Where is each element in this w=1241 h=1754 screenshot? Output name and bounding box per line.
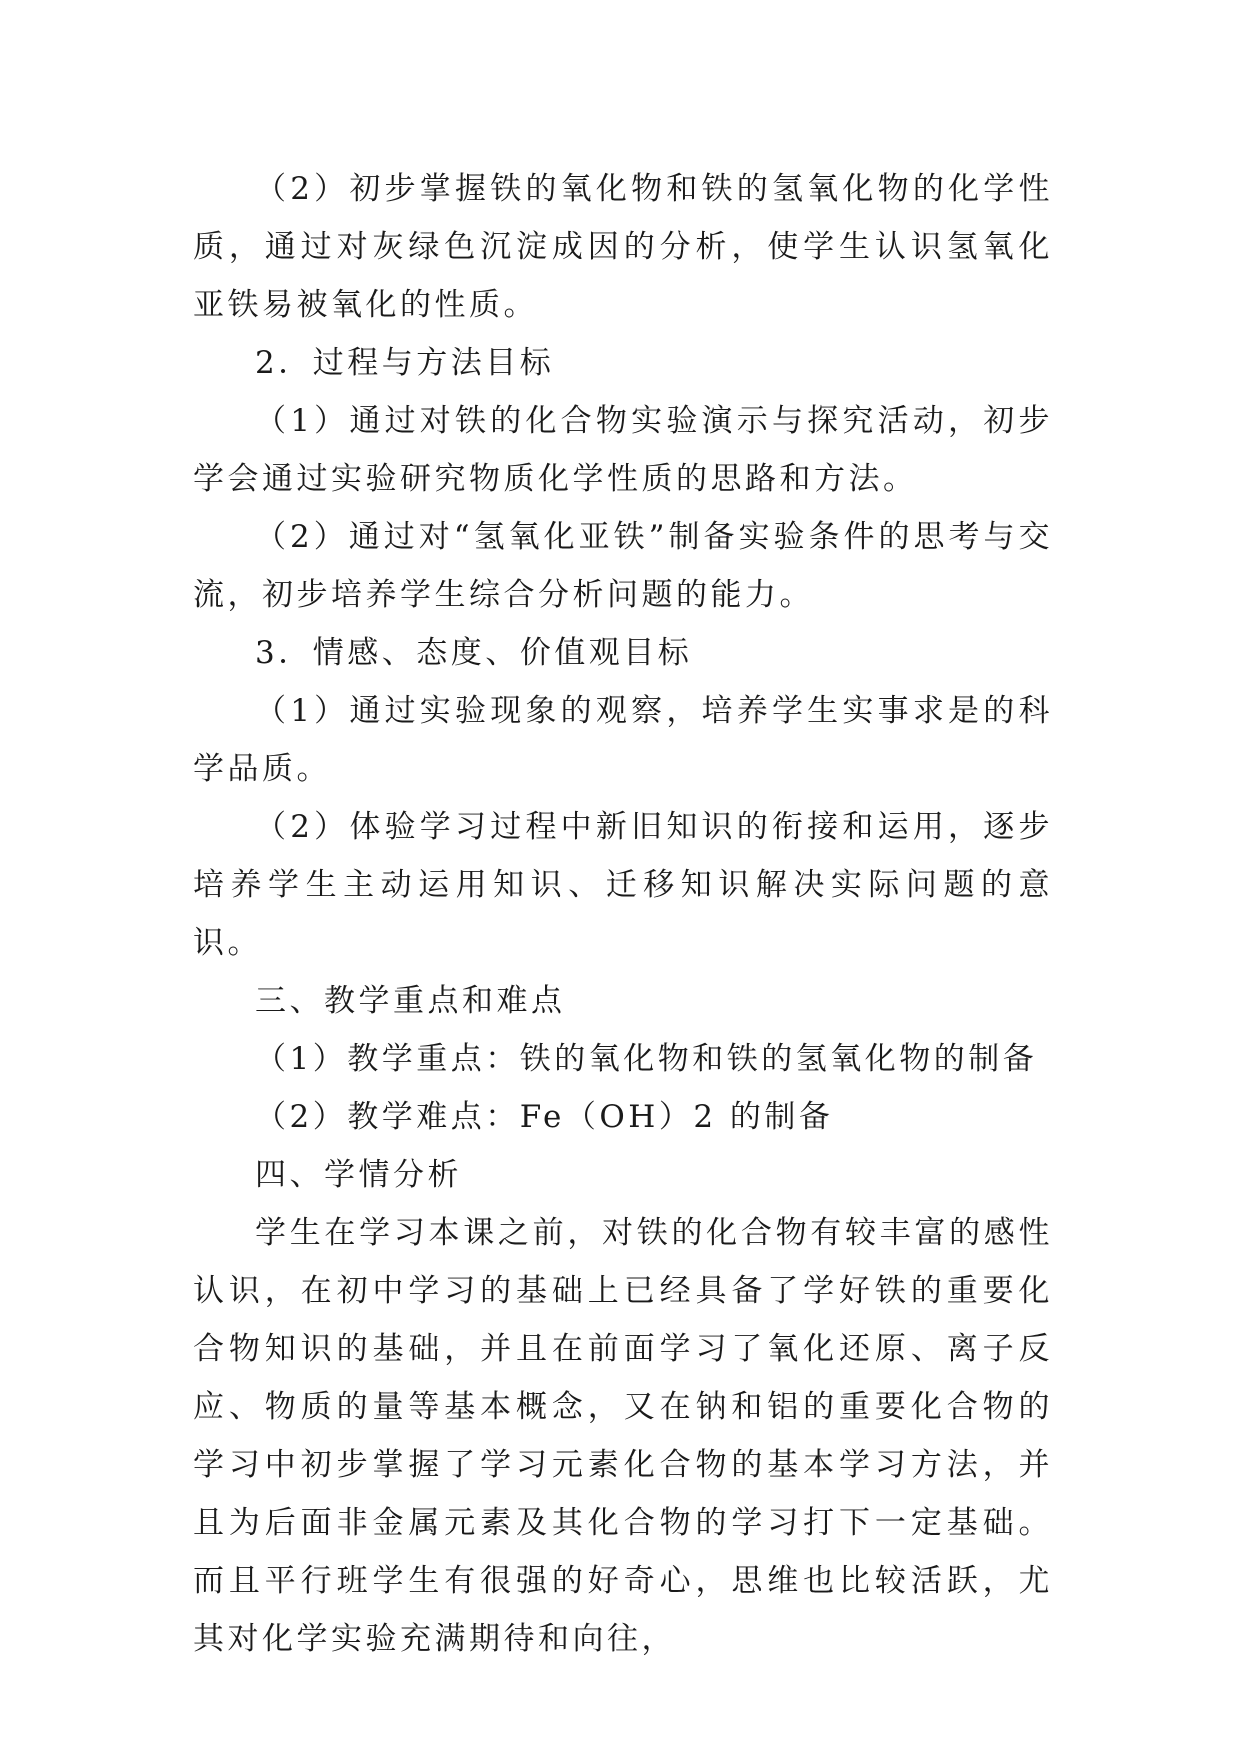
heading-student-analysis: 四、学情分析 (255, 1157, 462, 1193)
heading-emotion-attitude-values-goals: 3．情感、态度、价值观目标 (255, 635, 693, 671)
paragraph-emotion-goal-1: （1）通过实验现象的观察，培养学生实事求是的科学品质。 (193, 693, 1053, 787)
document-body (193, 160, 1053, 1668)
paragraph-process-goal-2: （2）通过对“氢氧化亚铁”制备实验条件的思考与交流，初步培养学生综合分析问题的能力。 (193, 519, 1053, 613)
heading-process-method-goals: 2．过程与方法目标 (255, 345, 555, 381)
paragraph-knowledge-goal-2: （2）初步掌握铁的氧化物和铁的氢氧化物的化学性质，通过对灰绿色沉淀成因的分析，使学生认识氢氧化亚铁易被氧化的性质。 (193, 171, 1053, 323)
paragraph-emotion-goal-2: （2）体验学习过程中新旧知识的衔接和运用，逐步培养学生主动运用知识、迁移知识解决实际问题的意识。 (193, 809, 1053, 961)
paragraph-process-goal-1: （1）通过对铁的化合物实验演示与探究活动，初步学会通过实验研究物质化学性质的思路和方法。 (193, 403, 1053, 497)
paragraph-difficult-point: （2）教学难点：Fe（OH）2 的制备 (255, 1099, 834, 1135)
heading-key-and-difficult-points: 三、教学重点和难点 (255, 983, 566, 1019)
paragraph-student-analysis: 学生在学习本课之前，对铁的化合物有较丰富的感性认识，在初中学习的基础上已经具备了学好铁的重要化合物知识的基础，并且在前面学习了氧化还原、离子反应、物质的量等基本概念，又在钠和铝的重要化合物的学习中初步掌握了学习元素化合物的基本学习方法，并且为后面非金属元素及其化合物的学习打下一定基础。而且平行班学生有很强的好奇心，思维也比较活跃，尤其对化学实验充满期待和向往， (193, 1215, 1053, 1657)
paragraph-key-point: （1）教学重点：铁的氧化物和铁的氢氧化物的制备 (255, 1041, 1038, 1077)
